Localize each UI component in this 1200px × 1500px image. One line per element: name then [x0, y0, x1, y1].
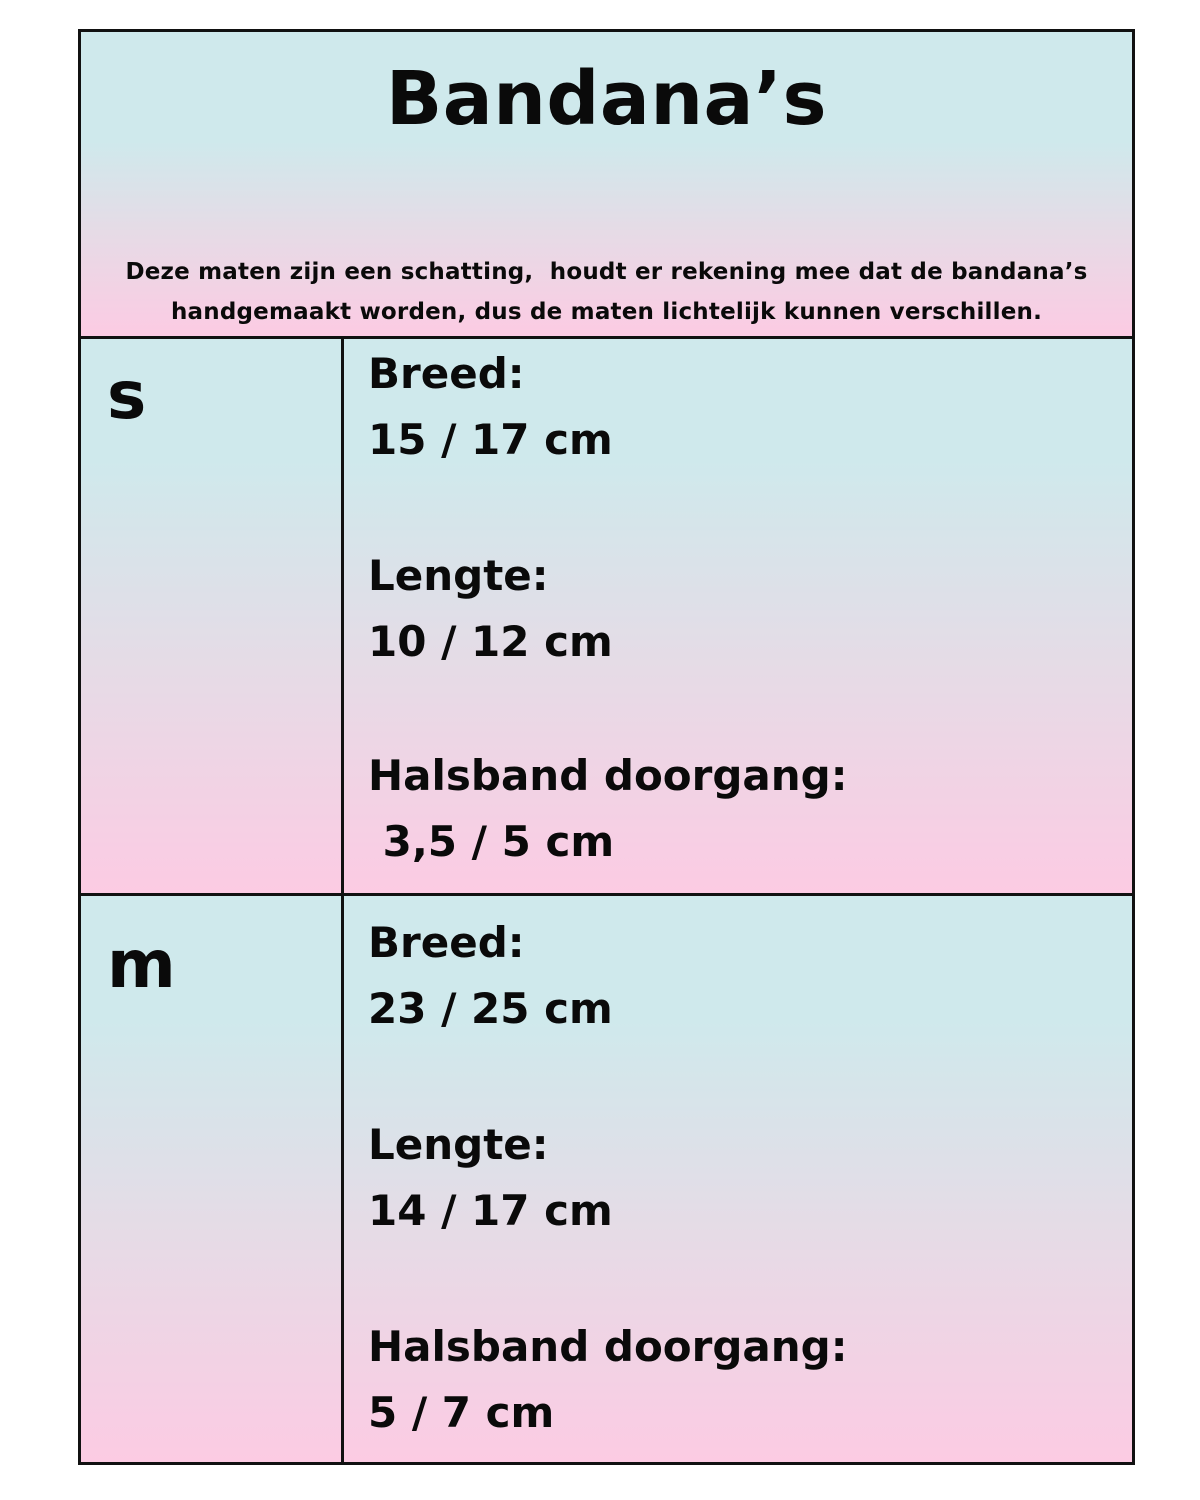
- size-m-label: m: [107, 926, 176, 1003]
- size-disclaimer: [81, 252, 1132, 332]
- size-m-measurements: [344, 896, 1132, 1462]
- size-m-breed: [368, 910, 1108, 1042]
- size-s-breed: [368, 341, 1108, 473]
- size-s-lengte: [368, 543, 1108, 675]
- size-m-lengte: [368, 1112, 1108, 1244]
- disclaimer-line-1: Deze maten zijn een schatting, houdt er rekening mee dat de bandana’s: [125, 259, 1088, 285]
- size-s-halsband: [368, 743, 1108, 875]
- disclaimer-line-2: handgemaakt worden, dus de maten lichtelijk kunnen verschillen.: [170, 299, 1043, 325]
- size-s-measurements: [344, 339, 1132, 896]
- measure-value: 3,5 / 5 cm: [368, 817, 615, 866]
- measure-value: 23 / 25 cm: [368, 984, 613, 1033]
- measure-label: Lengte:: [368, 1120, 549, 1169]
- measure-label: Halsband doorgang:: [368, 1322, 848, 1371]
- size-s-label: s: [107, 357, 147, 434]
- measure-label: Lengte:: [368, 551, 549, 600]
- size-s-label-cell: [81, 339, 344, 896]
- page-title: Bandana’s: [385, 56, 828, 142]
- measure-label: Halsband doorgang:: [368, 751, 848, 800]
- measure-label: Breed:: [368, 349, 525, 398]
- measure-value: 5 / 7 cm: [368, 1388, 555, 1437]
- measure-value: 15 / 17 cm: [368, 415, 613, 464]
- measure-label: Breed:: [368, 918, 525, 967]
- header-cell: [81, 32, 1132, 339]
- size-m-halsband: [368, 1314, 1108, 1446]
- size-chart: [78, 29, 1135, 1465]
- measure-value: 10 / 12 cm: [368, 617, 613, 666]
- measure-value: 14 / 17 cm: [368, 1186, 613, 1235]
- size-m-label-cell: [81, 896, 344, 1462]
